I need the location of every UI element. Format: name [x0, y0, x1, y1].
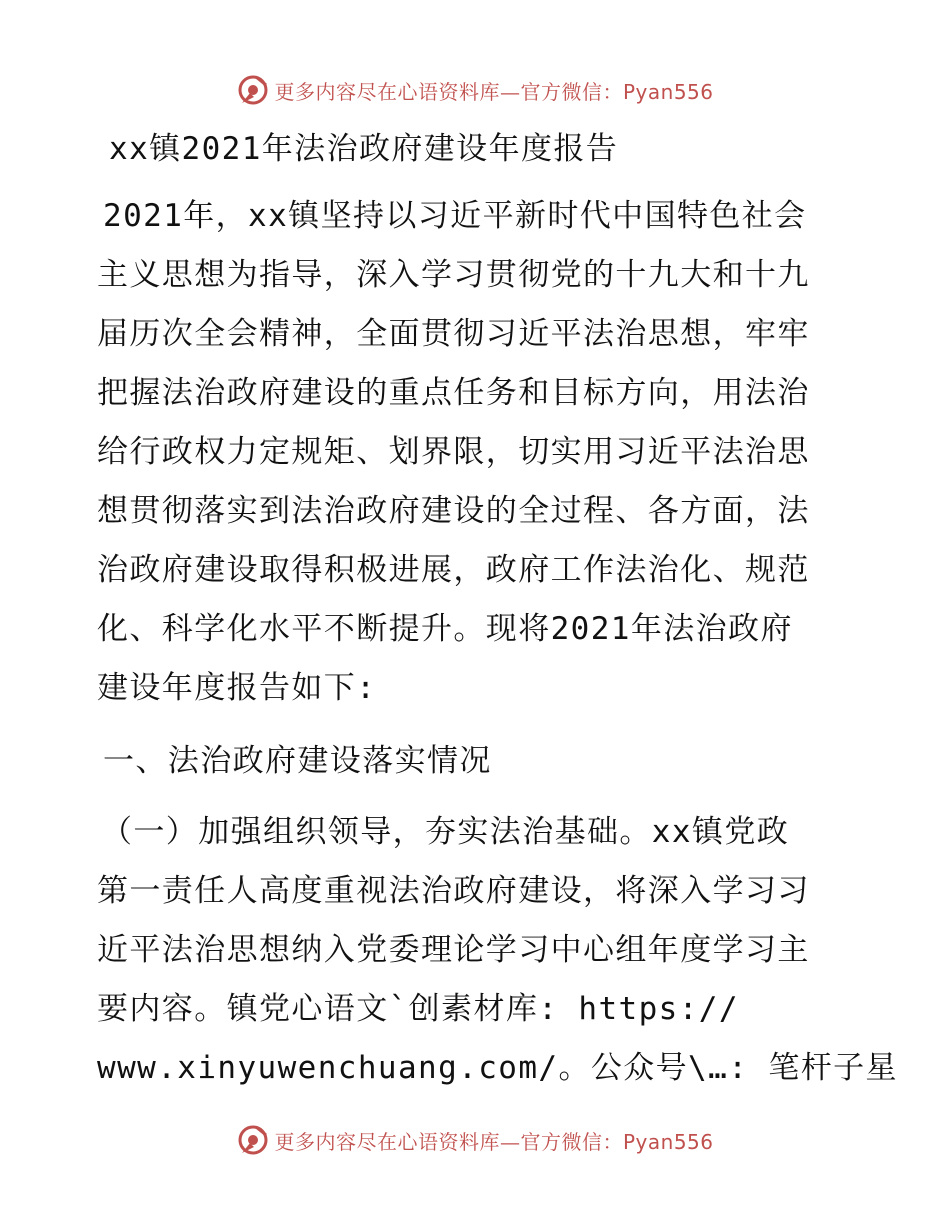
paragraph-line: 给行政权力定规矩、划界限，切实用习近平法治思 [97, 434, 810, 470]
paragraph-line: 要内容。镇党心语文`创素材库: https:// [97, 991, 739, 1027]
paragraph-line: 治政府建设取得积极进展，政府工作法治化、规范 [97, 552, 810, 588]
paragraph-line: 2021年，xx镇坚持以习近平新时代中国特色社会 [103, 198, 807, 234]
watermark-text: 更多内容尽在心语资料库—官方微信： [274, 1129, 623, 1154]
watermark-id: Pyan556 [622, 1129, 714, 1154]
document-title: xx镇2021年法治政府建设年度报告 [109, 131, 619, 167]
section-heading: 一、法治政府建设落实情况 [103, 743, 492, 779]
paragraph-line: 主义思想为指导，深入学习贯彻党的十九大和十九 [97, 257, 810, 293]
watermark-id: Pyan556 [622, 79, 714, 104]
watermark-banner-bottom [0, 1120, 950, 1160]
paragraph-line: 建设年度报告如下: [97, 670, 377, 706]
watermark-text: 更多内容尽在心语资料库—官方微信： [274, 79, 623, 104]
document-body [97, 120, 898, 1098]
pen-logo-icon [236, 73, 270, 107]
paragraph-line: 近平法治思想纳入党委理论学习中心组年度学习主 [97, 932, 810, 968]
intro-paragraph [97, 187, 857, 718]
pen-logo-icon [236, 1123, 270, 1157]
watermark-banner-top [0, 70, 950, 110]
paragraph-line: 届历次全会精神，全面贯彻习近平法治思想，牢牢 [97, 316, 810, 352]
paragraph-line: www.xinyuwenchuang.com/。公众号\…: 笔杆子星 [97, 1050, 898, 1086]
paragraph-line: 想贯彻落实到法治政府建设的全过程、各方面，法 [97, 493, 810, 529]
section-paragraph [97, 803, 898, 1098]
paragraph-line: 把握法治政府建设的重点任务和目标方向，用法治 [97, 375, 810, 411]
paragraph-line: 化、科学化水平不断提升。现将2021年法治政府 [97, 611, 793, 647]
paragraph-line: 第一责任人高度重视法治政府建设，将深入学习习 [97, 873, 810, 909]
paragraph-line: （一）加强组织领导，夯实法治基础。xx镇党政 [101, 814, 790, 850]
